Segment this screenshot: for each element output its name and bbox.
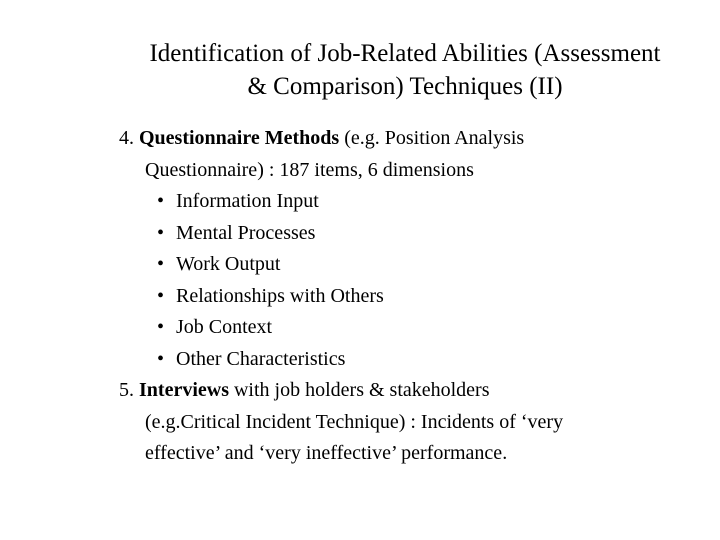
slide-body bbox=[119, 123, 709, 470]
bullet-text: Relationships with Others bbox=[176, 284, 384, 307]
bullet-icon: • bbox=[157, 316, 165, 338]
bullet-item bbox=[119, 186, 709, 218]
slide-title bbox=[100, 37, 710, 103]
bullet-text: Job Context bbox=[176, 316, 273, 338]
bullet-item bbox=[119, 218, 709, 250]
item-heading: Interviews bbox=[139, 379, 229, 401]
bullet-item bbox=[119, 281, 709, 313]
item-text: (e.g. Position Analysis bbox=[339, 127, 525, 149]
slide-title-line-1: Identification of Job-Related Abilities (Assessment bbox=[149, 40, 661, 67]
bullet-item bbox=[119, 249, 709, 281]
item-questionnaire-line-2: Questionnaire) : 187 items, 6 dimensions bbox=[145, 158, 474, 181]
bullet-icon: • bbox=[157, 284, 165, 307]
bullet-text: Other Characteristics bbox=[176, 347, 346, 370]
slide-title-line-2: & Comparison) Techniques (II) bbox=[247, 73, 563, 100]
item-heading: Questionnaire Methods bbox=[139, 127, 340, 149]
item-interviews-line-1 bbox=[119, 375, 709, 407]
item-number: 4. bbox=[119, 127, 134, 149]
bullet-icon: • bbox=[157, 221, 165, 244]
bullet-text: Mental Processes bbox=[176, 221, 316, 244]
item-interviews-line-2: (e.g.Critical Incident Technique) : Incidents of ‘very bbox=[145, 410, 564, 433]
bullet-icon: • bbox=[157, 190, 165, 212]
bullet-icon: • bbox=[157, 347, 165, 370]
bullet-text: Work Output bbox=[176, 253, 281, 275]
bullet-text: Information Input bbox=[176, 190, 319, 212]
item-text: with job holders & stakeholders bbox=[228, 379, 490, 401]
item-questionnaire-line-1 bbox=[119, 123, 709, 155]
bullet-icon: • bbox=[157, 253, 165, 275]
bullet-item bbox=[119, 344, 709, 376]
item-number: 5. bbox=[119, 379, 134, 401]
item-interviews-line-3: effective’ and ‘very ineffective’ performance. bbox=[145, 442, 508, 464]
bullet-item bbox=[119, 312, 709, 344]
